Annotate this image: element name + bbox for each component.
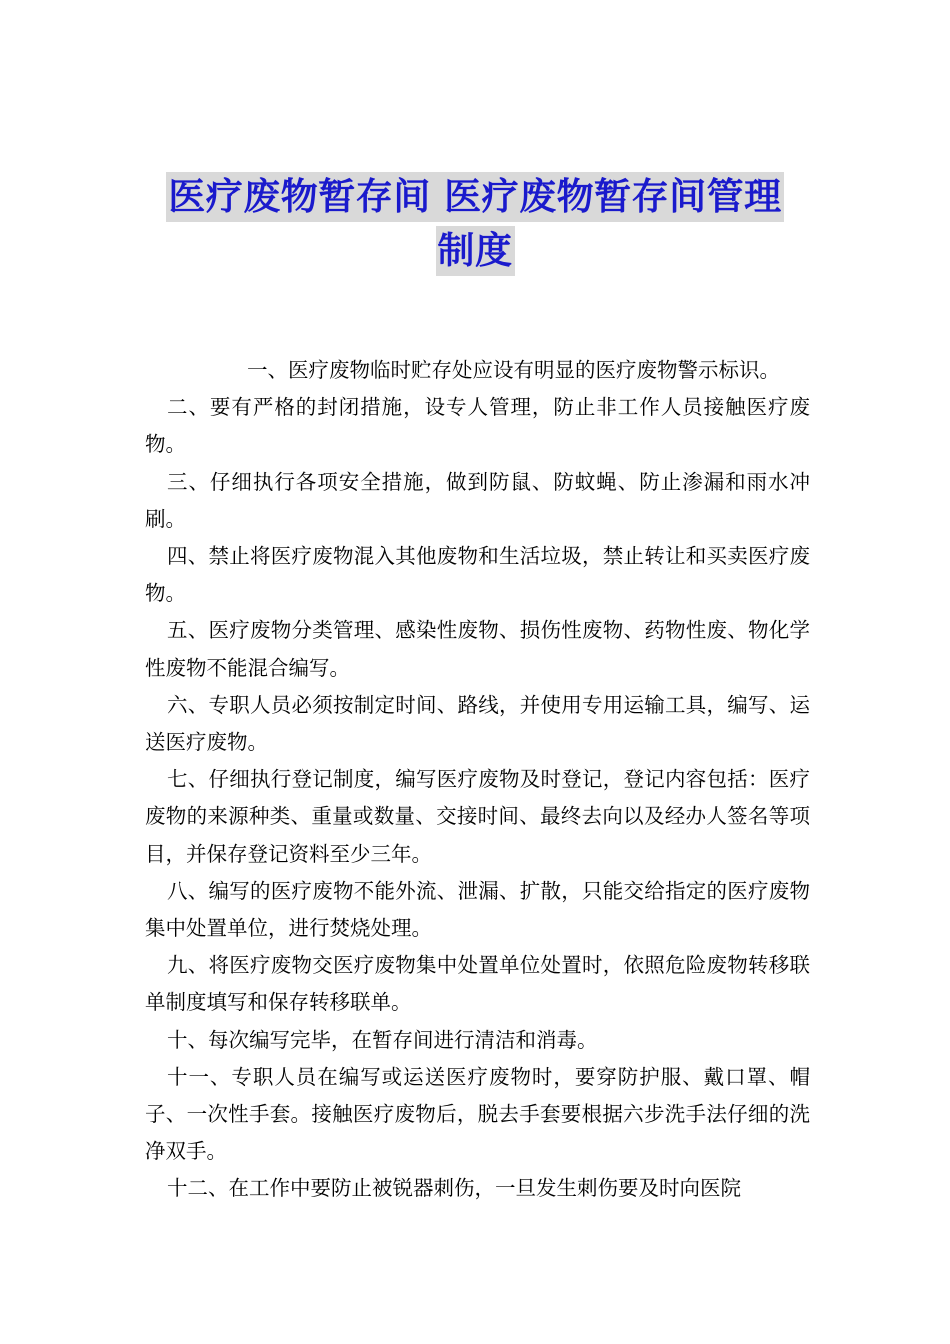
document-title xyxy=(0,172,950,280)
paragraph-8: 八、编写的医疗废物不能外流、泄漏、扩散，只能交给指定的医疗废物集中处置单位，进行焚烧处理。 xyxy=(145,878,810,941)
paragraph-7: 七、仔细执行登记制度，编写医疗废物及时登记，登记内容包括：医疗废物的来源种类、重量或数量、交接时间、最终去向以及经办人签名等项目，并保存登记资料至少三年。 xyxy=(145,767,810,866)
document-body xyxy=(145,352,810,1208)
paragraph-11: 十一、专职人员在编写或运送医疗废物时，要穿防护服、戴口罩、帽子、一次性手套。接触医疗废物后，脱去手套要根据六步洗手法仔细的洗净双手。 xyxy=(145,1064,810,1164)
paragraph-5: 五、医疗废物分类管理、感染性废物、损伤性废物、药物性废、物化学性废物不能混合编写。 xyxy=(145,618,810,680)
paragraph-4: 四、禁止将医疗废物混入其他废物和生活垃圾，禁止转让和买卖医疗废物。 xyxy=(145,544,810,606)
title-line-1: 医疗废物暂存间 医疗废物暂存间管理 xyxy=(166,172,783,222)
title-line-2: 制度 xyxy=(436,226,515,276)
paragraph-12: 十二、在工作中要防止被锐器刺伤，一旦发生刺伤要及时向医院 xyxy=(167,1176,741,1201)
paragraph-1: 一、医疗废物临时贮存处应设有明显的医疗废物警示标识。 xyxy=(247,358,780,382)
paragraph-6: 六、专职人员必须按制定时间、路线，并使用专用运输工具，编写、运送医疗废物。 xyxy=(145,692,810,755)
paragraph-2: 二、要有严格的封闭措施，设专人管理，防止非工作人员接触医疗废物。 xyxy=(145,395,810,457)
paragraph-10: 十、每次编写完毕，在暂存间进行清洁和消毒。 xyxy=(167,1027,598,1052)
paragraph-9: 九、将医疗废物交医疗废物集中处置单位处置时，依照危险废物转移联单制度填写和保存转移联单。 xyxy=(145,953,810,1015)
paragraph-3: 三、仔细执行各项安全措施，做到防鼠、防蚊蝇、防止渗漏和雨水冲刷。 xyxy=(145,469,810,531)
